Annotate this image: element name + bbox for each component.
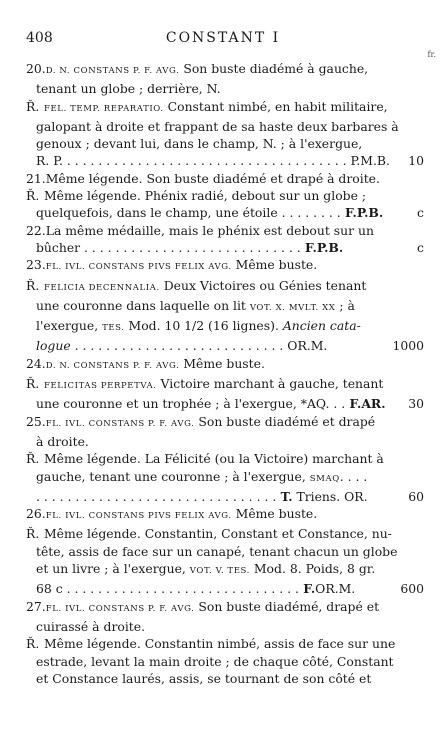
entry-line	[26, 525, 424, 542]
entry-text: Deux Victoires ou Génies tenant	[159, 277, 367, 293]
entry-text: logue	[36, 338, 71, 354]
entry-number: 22.	[26, 222, 46, 238]
entry-text: estrade, levant la main droite ; de chaque côté, Constant	[36, 653, 394, 669]
entry-line	[26, 98, 424, 118]
entry-text: gauche, tenant une couronne ; à l'exergue,	[36, 468, 310, 484]
reverse-marker: Ř.	[26, 636, 40, 652]
entry-line	[26, 670, 424, 687]
entry-text: et un livre ; à l'exergue,	[36, 561, 190, 577]
entry-line	[26, 468, 424, 488]
entry-line	[26, 580, 424, 597]
entry-text: à droite.	[36, 433, 89, 449]
page-number: 408	[26, 30, 53, 46]
entry-line	[26, 337, 424, 354]
price-value: 60	[404, 488, 424, 505]
entry-text: FL. IVL. CONSTANS P. F. AVG.	[45, 603, 195, 614]
entry-text: Même légende. Phénix radié, debout sur un globe ;	[44, 188, 367, 204]
price-value: 1000	[388, 337, 424, 354]
entry-text: genoux ; devant lui, dans le champ, N. ; à l'exergue,	[36, 136, 363, 152]
entry-text: l'exergue,	[36, 318, 103, 334]
entry-number: 27.	[26, 598, 46, 614]
entry-line	[26, 598, 424, 618]
entry-text: Même légende. Son buste diadémé et drapé à droite.	[45, 170, 380, 186]
entry-line	[26, 152, 424, 169]
entry-line	[26, 450, 424, 467]
entry-text: cuirassé à droite.	[36, 618, 146, 634]
entry-text: Même légende. Constantin, Constant et Constance, nu-	[44, 526, 392, 542]
catalogue-entry	[26, 222, 424, 257]
entry-text: FL. IVL. CONSTANS P. F. AVG.	[45, 418, 195, 429]
entry-line	[26, 653, 424, 670]
entry-line	[26, 256, 424, 276]
entry-number: 21.	[26, 170, 46, 186]
entry-text: galopant à droite et frappant de sa haste deux barbares à	[36, 118, 399, 134]
entry-text: F.AR.	[345, 396, 386, 412]
entry-text: VOT. X. MVLT. XX	[249, 302, 336, 313]
entry-line	[26, 60, 424, 80]
entries-list	[26, 60, 424, 687]
entry-text: quelquefois, dans le champ, une étoile . . . . . . . .	[36, 205, 341, 221]
price-value: 10	[404, 152, 424, 169]
reverse-marker: Ř.	[26, 376, 40, 392]
entry-line	[26, 635, 424, 652]
entry-text: FL. IVL. CONSTANS PIVS FELIX AVG.	[45, 262, 232, 273]
entry-line	[26, 135, 424, 152]
price-value: c	[413, 239, 424, 256]
entry-line	[26, 204, 424, 221]
entry-line	[26, 560, 424, 580]
entry-text: Même buste.	[179, 355, 265, 371]
entry-line	[26, 505, 424, 525]
entry-text: T.	[276, 488, 293, 504]
entry-text: Même légende. La Félicité (ou la Victoire) marchant à	[44, 451, 384, 467]
page-header	[26, 30, 420, 48]
entry-line	[26, 375, 424, 395]
catalogue-entry	[26, 355, 424, 413]
entry-text: . . . .	[339, 468, 368, 484]
entry-line	[26, 170, 424, 187]
entry-text: . . . . . . . . . . . . . . . . . . . . . . . . . . . OR.M.	[70, 338, 328, 354]
entry-line	[26, 80, 424, 97]
entry-text: Même légende. Constantin nimbé, assis de face sur une	[44, 636, 396, 652]
entry-line	[26, 395, 424, 412]
entry-line	[26, 413, 424, 433]
entry-text: bûcher . . . . . . . . . . . . . . . . . . . . . . . . . . . .	[36, 239, 301, 255]
entry-line	[26, 222, 424, 239]
entry-text: D. N. CONSTANS P. F. AVG.	[45, 66, 180, 76]
catalogue-entry	[26, 505, 424, 597]
entry-text: F.	[298, 581, 316, 597]
entry-text: et Constance laurés, assis, se tournant de son côté et	[36, 670, 372, 686]
entry-text: F.P.B.	[300, 239, 344, 255]
reverse-marker: Ř.	[26, 277, 40, 293]
entry-text: Victoire marchant à gauche, tenant	[156, 376, 384, 392]
entry-number: 23.	[26, 257, 46, 273]
entry-number: 24.	[26, 355, 46, 371]
entry-number: 20.	[26, 61, 46, 76]
entry-text: La même médaille, mais le phénix est debout sur un	[45, 222, 374, 238]
catalogue-entry	[26, 60, 424, 170]
entry-text: Même buste.	[231, 257, 318, 273]
entry-text: Même buste.	[231, 506, 318, 522]
price-value: c	[413, 204, 424, 221]
entry-text: FEL. TEMP. REPARATIO.	[44, 103, 164, 114]
entry-line	[26, 187, 424, 204]
entry-line	[26, 317, 424, 337]
entry-text: FELICITAS PERPETVA.	[44, 381, 157, 392]
entry-line	[26, 543, 424, 560]
entry-text: tête, assis de face sur un canapé, tenant chacun un globe	[36, 543, 398, 559]
entry-line	[26, 277, 424, 297]
entry-text: Mod. 10 1/2 (16 lignes).	[124, 318, 283, 334]
reverse-marker: Ř.	[26, 98, 40, 114]
entry-text: Ancien cata-	[282, 318, 361, 334]
entry-text: ; à	[335, 297, 355, 313]
margin-note: fr.	[427, 50, 436, 59]
entry-text: SMAQ	[309, 473, 340, 484]
entry-line	[26, 239, 424, 256]
entry-text: FL. IVL. CONSTANS PIVS FELIX AVG.	[45, 511, 232, 522]
entry-number: 26.	[26, 506, 46, 522]
entry-text: VOT. V. TES.	[189, 566, 250, 577]
catalogue-entry	[26, 598, 424, 687]
entry-text: D. N. CONSTANS P. F. AVG.	[45, 360, 180, 371]
reverse-marker: Ř.	[26, 526, 40, 542]
entry-text: FELICIA DECENNALIA.	[44, 282, 160, 293]
entry-line	[26, 118, 424, 135]
price-value: 30	[404, 395, 424, 412]
entry-text: OR.M.	[315, 581, 356, 597]
entry-text: 68 c . . . . . . . . . . . . . . . . . . . . . . . . . . . . . .	[36, 581, 299, 597]
entry-number: 25.	[26, 413, 46, 429]
entry-text: Mod. 8. Poids, 8 gr.	[249, 561, 376, 577]
running-title: CONSTANT I	[165, 30, 281, 46]
entry-text: . . . . . . . . . . . . . . . . . . . . . . . . . . . . . . .	[36, 488, 277, 504]
entry-text: une couronne dans laquelle on lit	[36, 297, 250, 313]
price-value: 600	[396, 580, 424, 597]
entry-text: Constant nimbé, en habit militaire,	[163, 98, 388, 114]
entry-line	[26, 488, 424, 505]
entry-line	[26, 355, 424, 375]
entry-text: Triens. OR.	[292, 488, 368, 504]
entry-text: F.P.B.	[340, 205, 384, 221]
entry-line	[26, 618, 424, 635]
entry-line	[26, 297, 424, 317]
entry-text: Son buste diadémé, drapé et	[194, 598, 380, 614]
entry-text: Son buste diadémé et drapé	[194, 413, 376, 429]
catalogue-entry	[26, 413, 424, 505]
reverse-marker: Ř.	[26, 188, 40, 204]
entry-text: TES.	[102, 323, 125, 334]
entry-text: une couronne et un trophée ; à l'exergue, *AQ. . .	[36, 396, 346, 412]
entry-line	[26, 433, 424, 450]
entry-text: R. P. . . . . . . . . . . . . . . . . . . . . . . . . . . . . . . . . . . . . P.M.B.	[36, 153, 390, 169]
catalogue-entry	[26, 170, 424, 222]
reverse-marker: Ř.	[26, 451, 40, 467]
catalogue-entry	[26, 256, 424, 354]
entry-text: Son buste diadémé à gauche,	[179, 61, 369, 76]
entry-text: tenant un globe ; derrière, N.	[36, 81, 221, 97]
